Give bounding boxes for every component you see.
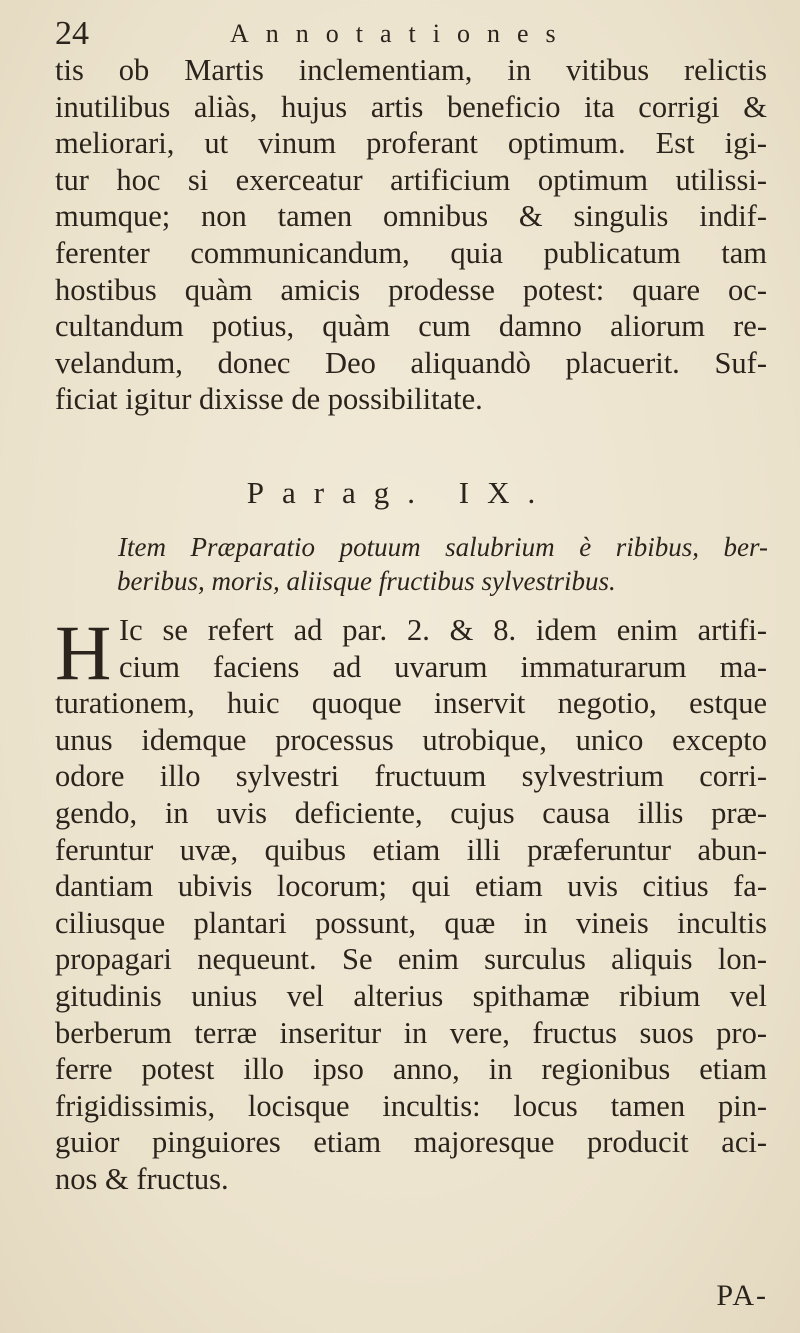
text-line: meliorari, ut vinum proferant optimum. Est igi- bbox=[55, 126, 767, 161]
text-line: turationem, huic quoque inservit negotio, estque bbox=[55, 686, 767, 721]
drop-cap: H bbox=[55, 609, 112, 696]
subtitle-line: beribus, moris, aliisque fructibus sylvestribus. bbox=[117, 566, 616, 596]
text-line: cium faciens ad uvarum immaturarum ma- bbox=[119, 649, 767, 684]
subtitle-line: Item Præparatio potuum salubrium è ribibus, ber- bbox=[118, 532, 768, 562]
catchword: PA- bbox=[716, 1279, 768, 1312]
text-line: Ic se refert ad par. 2. & 8. idem enim artifi- bbox=[119, 613, 767, 647]
text-line: gendo, in uvis deficiente, cujus causa illis præ- bbox=[55, 795, 767, 830]
text-line: odore illo sylvestri fructuum sylvestrium corri- bbox=[55, 759, 767, 794]
text-line: ficiat igitur dixisse de possibilitate. bbox=[55, 382, 483, 417]
text-line: unus idemque processus utrobique, unico excepto bbox=[55, 722, 767, 757]
text-line: propagari nequeunt. Se enim surculus aliquis lon- bbox=[55, 942, 767, 977]
text-line: hostibus quàm amicis prodesse potest: quare oc- bbox=[55, 272, 767, 307]
text-line: guior pinguiores etiam majoresque producit aci- bbox=[55, 1125, 767, 1160]
running-head: Annotationes bbox=[230, 19, 573, 48]
text-line: cultandum potius, quàm cum damno aliorum re- bbox=[55, 309, 767, 344]
text-line: velandum, donec Deo aliquandò placuerit. Suf- bbox=[55, 345, 767, 380]
text-line: tis ob Martis inclementiam, in vitibus relictis bbox=[55, 53, 767, 87]
text-line: ciliusque plantari possunt, quæ in vineis incultis bbox=[55, 905, 767, 940]
text-line: gitudinis unius vel alterius spithamæ ribium vel bbox=[55, 978, 767, 1013]
section-heading: Parag. IX. bbox=[246, 475, 554, 510]
text-line: mumque; non tamen omnibus & singulis indif- bbox=[55, 199, 767, 234]
paragraph-1 bbox=[55, 52, 767, 418]
page-number: 24 bbox=[55, 15, 89, 52]
text-line: ferre potest illo ipso anno, in regionibus etiam bbox=[55, 1052, 767, 1087]
text-line: tur hoc si exerceatur artificium optimum utilissi- bbox=[55, 162, 767, 197]
text-line: frigidissimis, locisque incultis: locus tamen pin- bbox=[55, 1088, 767, 1123]
text-line: feruntur uvæ, quibus etiam illi præferuntur abun- bbox=[55, 832, 767, 867]
text-line: berberum terræ inseritur in vere, fructus suos pro- bbox=[55, 1015, 767, 1050]
text-line: dantiam ubivis locorum; qui etiam uvis citius fa- bbox=[55, 869, 767, 904]
text-line: inutilibus aliàs, hujus artis beneficio ita corrigi & bbox=[55, 89, 767, 124]
page-header bbox=[55, 14, 775, 54]
text-line: ferenter communicandum, quia publicatum tam bbox=[55, 235, 767, 270]
text-line: nos & fructus. bbox=[55, 1161, 229, 1196]
paragraph-2 bbox=[55, 609, 767, 1198]
section-subtitle bbox=[118, 530, 768, 598]
